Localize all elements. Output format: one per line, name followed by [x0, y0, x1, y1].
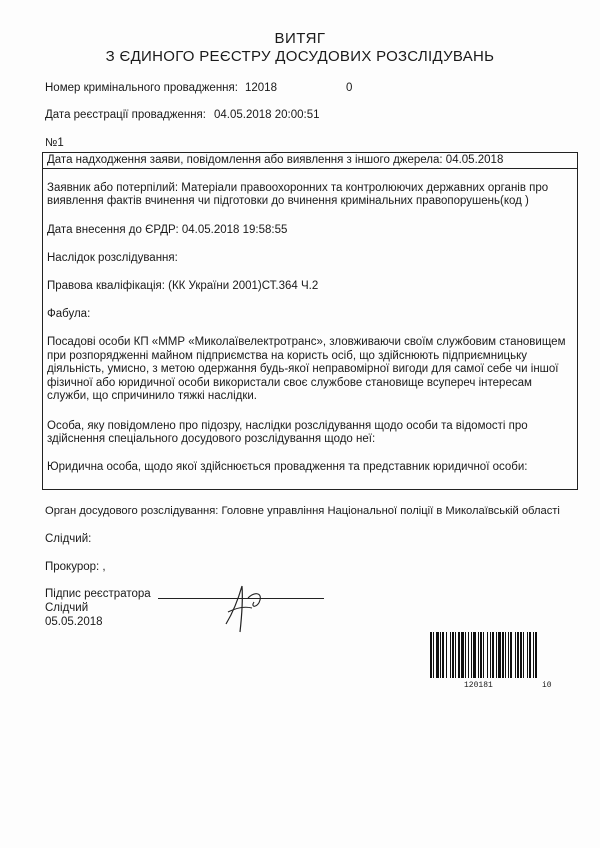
barcode-bar	[480, 632, 482, 678]
fabula-line: фізичної або юридичної особи використали своє службове становище всупереч інтересам	[47, 376, 532, 389]
prosecutor-label: Прокурор: ,	[45, 561, 106, 573]
receipt-line: Дата надходження заяви, повідомлення або виявлення з іншого джерела: 04.05.2018	[47, 154, 504, 166]
document-title: ВИТЯГ	[274, 30, 326, 47]
barcode-bar	[461, 632, 464, 678]
barcode-bar	[520, 632, 522, 678]
barcode-bar	[465, 632, 466, 678]
barcode-bar	[430, 632, 432, 678]
signature-label: Підпис реєстратора	[45, 588, 151, 600]
entry-index: №1	[45, 137, 64, 149]
qualification-line: Правова кваліфікація: (КК України 2001)СТ.364 Ч.2	[47, 280, 319, 292]
case-number-tail: 0	[346, 82, 353, 94]
fabula-line: служби, що спричинило тяжкі наслідки.	[47, 390, 257, 402]
signer-role: Слідчий	[45, 602, 89, 614]
barcode-number-left: 120181	[464, 681, 493, 690]
case-number-label: Номер кримінального провадження:	[45, 82, 238, 94]
barcode-bar	[496, 632, 497, 678]
handwritten-signature	[218, 578, 270, 636]
barcode-bar	[436, 632, 439, 678]
barcode-bar	[458, 632, 460, 678]
barcode-bar	[490, 632, 491, 678]
fabula-label: Фабула:	[47, 308, 91, 320]
authority-line: Орган досудового розслідування: Головне управління Національної поліції в Миколаївській області	[45, 505, 560, 517]
investigator-label: Слідчий:	[45, 533, 92, 545]
barcode-bar	[533, 632, 534, 678]
barcode-bar	[433, 632, 434, 678]
barcode-bar	[523, 632, 524, 678]
fabula-line: Посадові особи КП «ММР «Миколаївелектротранс», зловживаючи своїм службовим становищем	[47, 336, 566, 348]
document-date: 05.05.2018	[45, 616, 103, 628]
applicant-line-1: Заявник або потерпілий: Матеріали правоохоронних та контролюючих державних органів про	[47, 182, 549, 194]
barcode-bar	[510, 632, 512, 678]
barcode-bar	[502, 632, 504, 678]
barcode-bar	[473, 632, 476, 678]
barcode-bar	[478, 632, 479, 678]
divider	[43, 168, 577, 169]
barcode-bar	[446, 632, 447, 678]
barcode-bar	[450, 632, 451, 678]
suspect-line-2: здійснення спеціального досудового розслідування щодо неї:	[47, 433, 376, 445]
barcode-bar	[487, 632, 488, 678]
barcode-bar	[440, 632, 441, 678]
consequence-line: Наслідок розслідування:	[47, 252, 178, 264]
barcode-bar	[515, 632, 516, 678]
barcode-number-right: i0	[542, 681, 552, 690]
entry-box	[42, 152, 578, 490]
barcode-bar	[455, 632, 456, 678]
fabula-line: при розпорядженні майном підприємства на користь осіб, що здійснюють підприємницьку	[47, 349, 527, 362]
barcode-bar	[517, 632, 519, 678]
document-subtitle: З ЄДИНОГО РЕЄСТРУ ДОСУДОВИХ РОЗСЛІДУВАНЬ	[105, 48, 495, 65]
applicant-line-2: виявлення фактів вчинення чи підготовки до вчинення кримінальних правопорушень(код )	[47, 195, 529, 207]
barcode-bar	[492, 632, 494, 678]
barcode-bar	[471, 632, 472, 678]
fabula-text	[47, 336, 573, 404]
registration-date-label: Дата реєстрації провадження:	[45, 109, 206, 121]
erdr-date-line: Дата внесення до ЄРДР: 04.05.2018 19:58:55	[47, 224, 288, 236]
suspect-line-1: Особа, яку повідомлено про підозру, наслідки розслідування щодо особи та відомості про	[47, 420, 528, 432]
barcode-bar	[508, 632, 509, 678]
barcode-bar	[529, 632, 531, 678]
barcode-bar	[527, 632, 528, 678]
barcode-bar	[442, 632, 444, 678]
barcode-bar	[468, 632, 469, 678]
fabula-line: діяльність, умисно, з метою одержання будь-якої неправомірної вигоди для самої себе чи іншої	[47, 363, 559, 375]
barcode-bar	[483, 632, 484, 678]
barcode-bar	[505, 632, 506, 678]
barcode-image	[430, 632, 578, 678]
barcode-bar	[452, 632, 454, 678]
legal-entity-line: Юридична особа, щодо якої здійснюється провадження та представник юридичної особи:	[47, 461, 528, 473]
barcode-bar	[498, 632, 501, 678]
registration-date-value: 04.05.2018 20:00:51	[214, 109, 320, 121]
barcode-bar	[535, 632, 537, 678]
case-number-value: 12018	[245, 82, 277, 94]
